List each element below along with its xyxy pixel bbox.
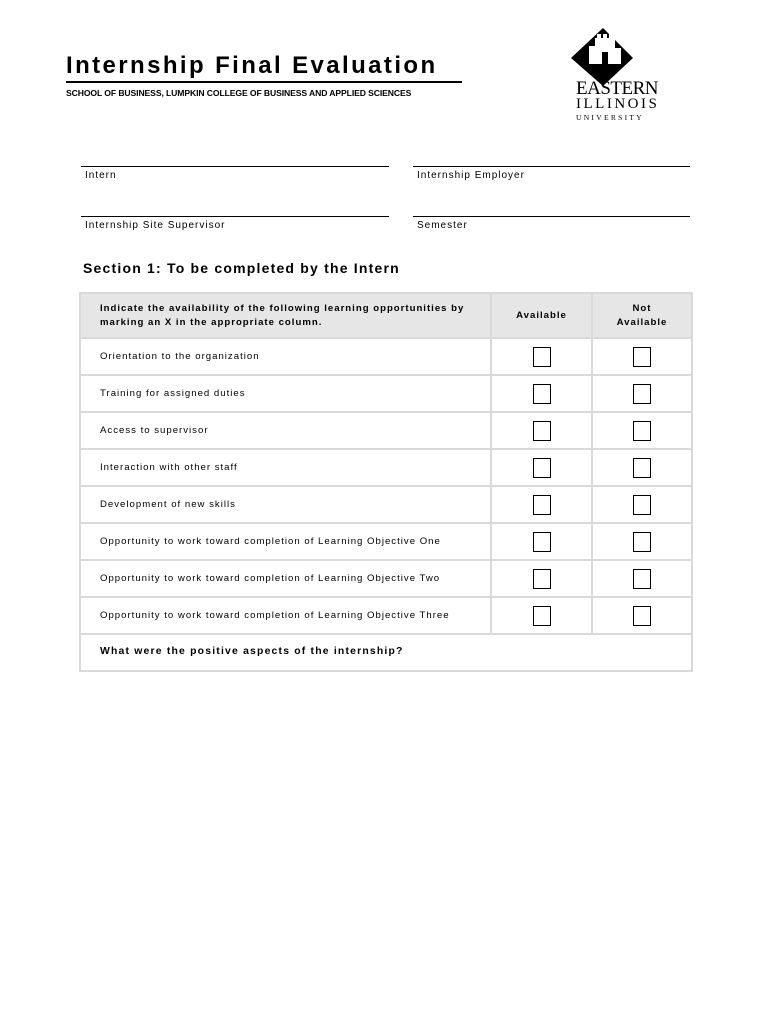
supervisor-label: Internship Site Supervisor	[85, 220, 226, 231]
available-checkbox[interactable]	[533, 532, 551, 552]
available-checkbox[interactable]	[533, 458, 551, 478]
row-label: Opportunity to work toward completion of Learning Objective One	[80, 523, 491, 560]
not-available-checkbox[interactable]	[633, 532, 651, 552]
page-subtitle: SCHOOL OF BUSINESS, LUMPKIN COLLEGE OF BUSINESS AND APPLIED SCIENCES	[66, 88, 412, 98]
row-label: Access to supervisor	[80, 412, 491, 449]
page-title: Internship Final Evaluation	[66, 52, 438, 79]
row-label: Development of new skills	[80, 486, 491, 523]
open-question-row	[80, 634, 692, 671]
not-available-column-header	[592, 293, 692, 338]
available-checkbox[interactable]	[533, 421, 551, 441]
logo-wordmark-university: UNIVERSITY	[576, 113, 644, 122]
question-header: Indicate the availability of the following learning opportunities by marking an X in the appropriate column.	[80, 293, 491, 338]
available-checkbox[interactable]	[533, 347, 551, 367]
intern-label: Intern	[85, 170, 117, 181]
semester-label: Semester	[417, 220, 468, 231]
castle-diamond-icon	[565, 26, 665, 86]
table-row	[80, 523, 692, 560]
row-label: Opportunity to work toward completion of Learning Objective Two	[80, 560, 491, 597]
positive-aspects-answer-area[interactable]	[80, 634, 692, 671]
employer-label: Internship Employer	[417, 170, 525, 181]
not-available-checkbox[interactable]	[633, 495, 651, 515]
not-available-checkbox[interactable]	[633, 421, 651, 441]
row-label: Interaction with other staff	[80, 449, 491, 486]
logo-wordmark-illinois: ILLINOIS	[576, 96, 660, 112]
intern-field[interactable]	[81, 166, 389, 197]
available-checkbox[interactable]	[533, 384, 551, 404]
row-label: Opportunity to work toward completion of Learning Objective Three	[80, 597, 491, 634]
logo-wordmark-eastern: EASTERN	[576, 78, 658, 99]
employer-field[interactable]	[413, 166, 690, 197]
not-available-checkbox[interactable]	[633, 384, 651, 404]
section-1-title: Section 1: To be completed by the Intern	[83, 260, 400, 276]
not-available-checkbox[interactable]	[633, 606, 651, 626]
table-row	[80, 486, 692, 523]
available-column-header: Available	[491, 293, 592, 338]
table-row	[80, 560, 692, 597]
row-label: Training for assigned duties	[80, 375, 491, 412]
open-question-label: What were the positive aspects of the internship?	[100, 646, 404, 657]
table-row	[80, 412, 692, 449]
semester-field[interactable]	[413, 216, 690, 247]
table-row	[80, 597, 692, 634]
table-row	[80, 449, 692, 486]
table-row	[80, 338, 692, 375]
available-checkbox[interactable]	[533, 569, 551, 589]
table-header-row	[80, 293, 692, 338]
supervisor-field[interactable]	[81, 216, 389, 247]
not-available-checkbox[interactable]	[633, 458, 651, 478]
available-checkbox[interactable]	[533, 606, 551, 626]
not-available-checkbox[interactable]	[633, 569, 651, 589]
not-available-checkbox[interactable]	[633, 347, 651, 367]
available-checkbox[interactable]	[533, 495, 551, 515]
table-row	[80, 375, 692, 412]
not-available-header-line2: Available	[616, 316, 668, 328]
not-available-header-line1: Not	[632, 302, 652, 314]
row-label: Orientation to the organization	[80, 338, 491, 375]
title-underline	[66, 81, 462, 83]
availability-table	[79, 292, 693, 672]
